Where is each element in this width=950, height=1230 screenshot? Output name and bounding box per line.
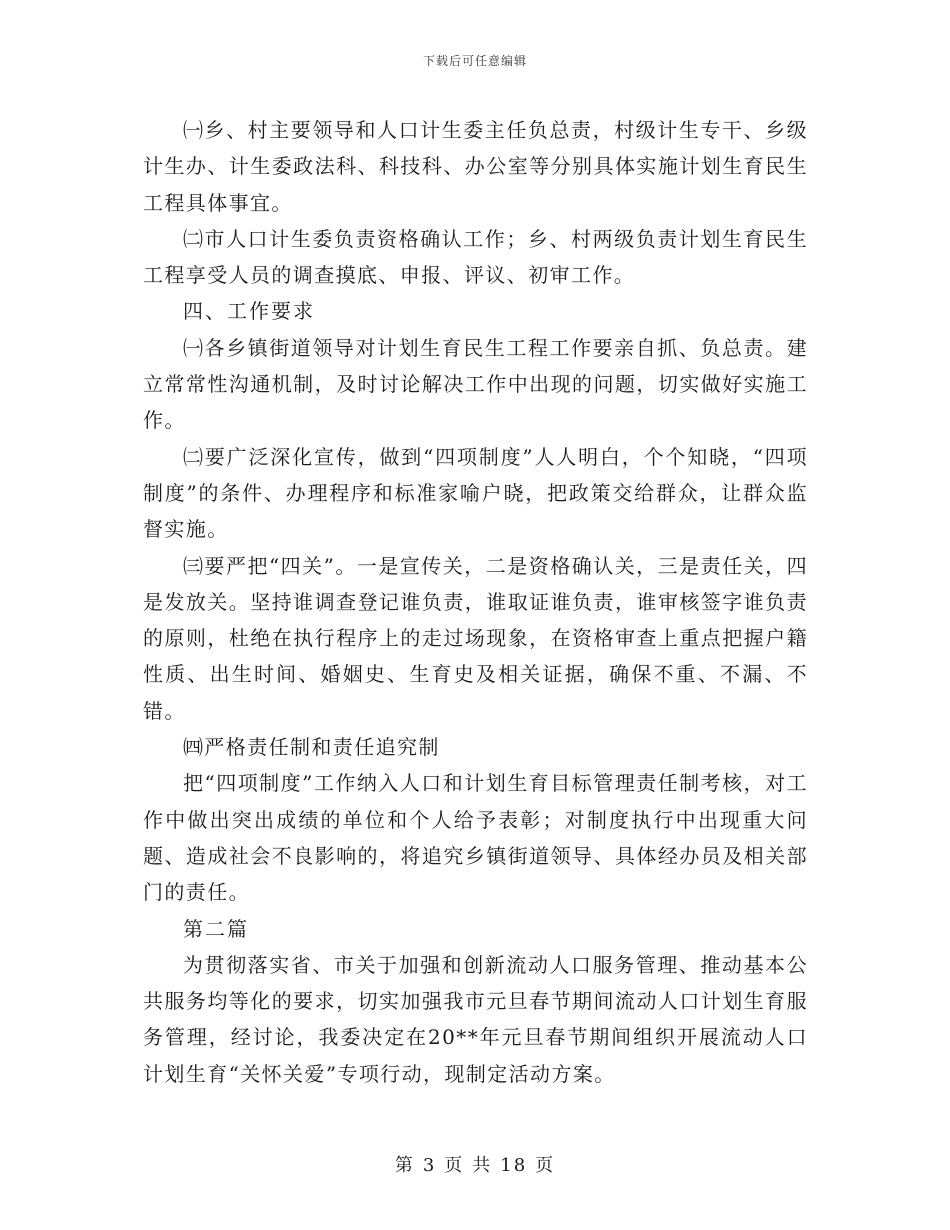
footer-total-word: 共 — [472, 1155, 493, 1176]
paragraph-6: 把“四项制度”工作纳入人口和计划生育目标管理责任制考核，对工作中做出突出成绩的单位和个人给予表彰；对制度执行中出现重大问题、造成社会不良影响的，将追究乡镇街道领导、具体经办员及相关部门的责任。 — [143, 771, 808, 905]
page-footer — [0, 1151, 950, 1177]
total-page-count: 18 — [500, 1155, 528, 1176]
footer-prefix: 第 — [394, 1155, 415, 1176]
section-heading-work-requirements: 四、工作要求 — [183, 299, 315, 324]
document-body — [143, 112, 808, 1092]
paragraph-5: ㈢要严把“四关”。一是宣传关，二是资格确认关，三是责任关，四是发放关。坚持谁调查登记谁负责，谁取证谁负责，谁审核签字谁负责的原则，杜绝在执行程序上的走过场现象，在资格审查上重点把握户籍性质、出生时间、婚姻史、生育史及相关证据，确保不重、不漏、不错。 — [143, 553, 808, 723]
current-page-number: 3 — [422, 1155, 437, 1176]
page-header: 下载后可任意编辑 — [422, 54, 527, 68]
paragraph-7: 为贯彻落实省、市关于加强和创新流动人口服务管理、推动基本公共服务均等化的要求，切实加强我市元旦春节期间流动人口计划生育服务管理，经讨论，我委决定在20**年元旦春节期间组织开展流动人口计划生育“关怀关爱”专项行动，现制定活动方案。 — [143, 952, 808, 1086]
paragraph-3: ㈠各乡镇街道领导对计划生育民生工程工作要亲自抓、负总责。建立常常性沟通机制，及时讨论解决工作中出现的问题，切实做好实施工作。 — [143, 335, 808, 433]
footer-page-word: 页 — [444, 1155, 465, 1176]
paragraph-4: ㈡要广泛深化宣传，做到“四项制度”人人明白，个个知晓，“四项制度”的条件、办理程序和标准家喻户晓，把政策交给群众，让群众监督实施。 — [143, 444, 808, 542]
paragraph-2: ㈡市人口计生委负责资格确认工作；乡、村两级负责计划生育民生工程享受人员的调查摸底、申报、评议、初审工作。 — [143, 226, 808, 288]
subheading-responsibility: ㈣严格责任制和责任追究制 — [183, 735, 440, 760]
footer-suffix: 页 — [535, 1155, 556, 1176]
paragraph-1: ㈠乡、村主要领导和人口计生委主任负总责，村级计生专干、乡级计生办、计生委政法科、科技科、办公室等分别具体实施计划生育民生工程具体事宜。 — [143, 118, 808, 215]
section-heading-part-two: 第二篇 — [183, 916, 249, 941]
